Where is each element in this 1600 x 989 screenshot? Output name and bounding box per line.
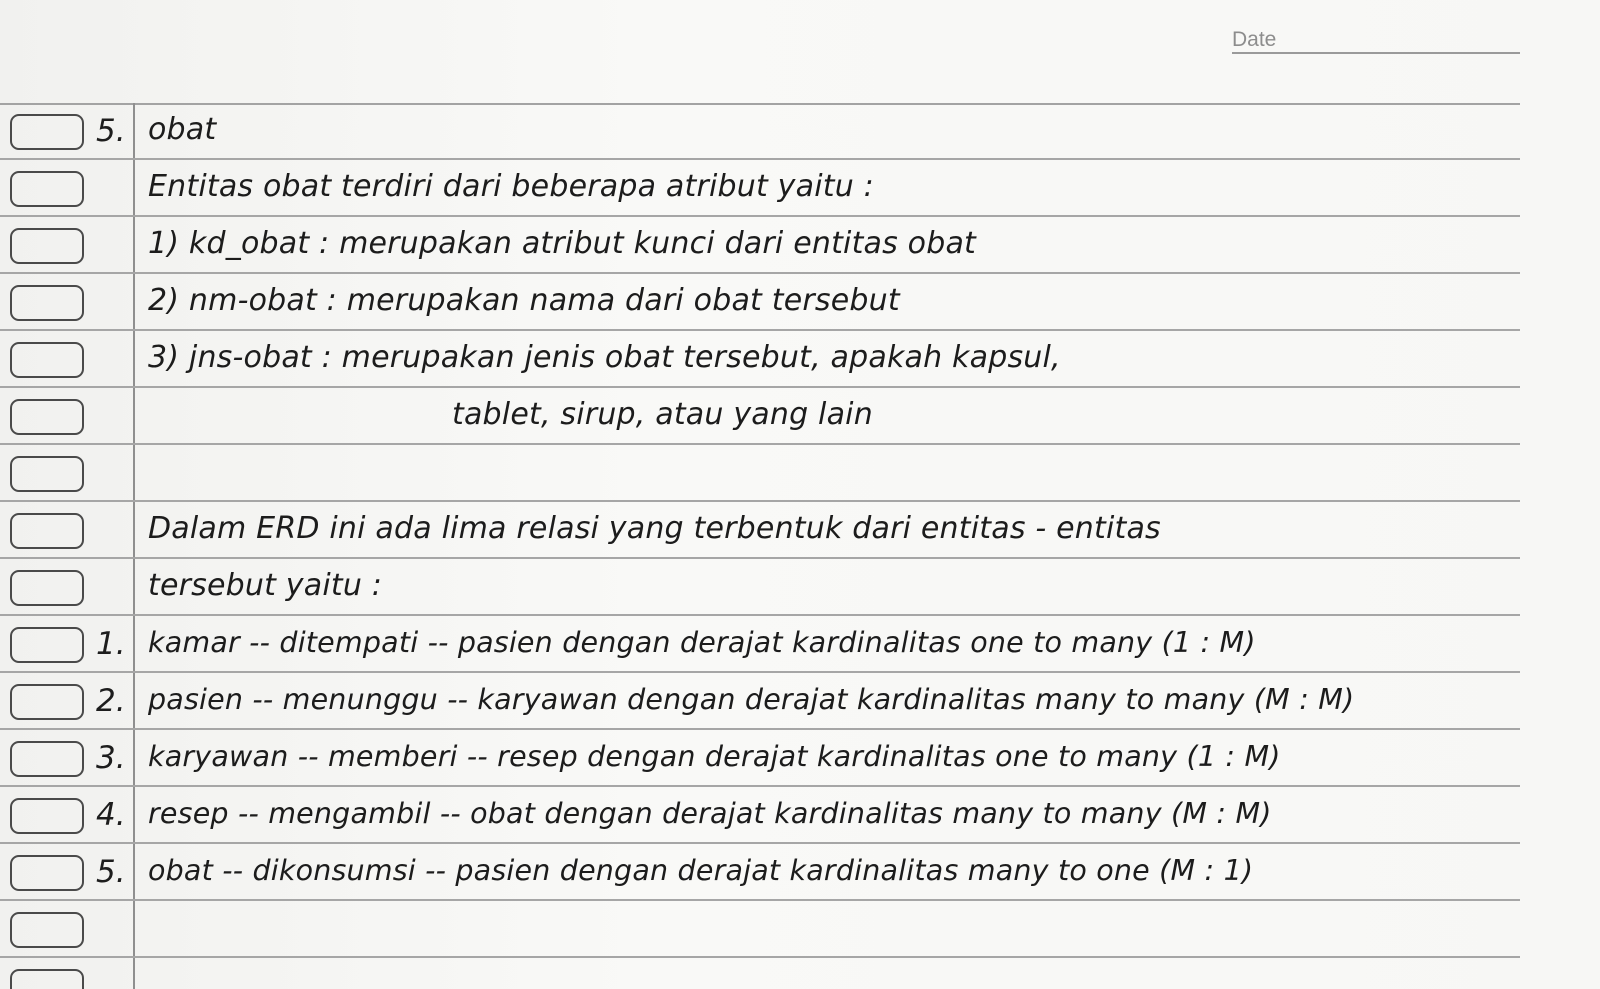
date-line bbox=[1232, 52, 1520, 54]
date-label: Date bbox=[1232, 28, 1277, 51]
line-row bbox=[0, 616, 1520, 673]
line-number: 4. bbox=[96, 797, 126, 833]
checkbox[interactable] bbox=[10, 570, 84, 606]
line-text: tablet, sirup, atau yang lain bbox=[452, 397, 873, 432]
line-text: karyawan -- memberi -- resep dengan derajat kardinalitas one to many (1 : M) bbox=[148, 740, 1281, 773]
checkbox[interactable] bbox=[10, 855, 84, 891]
line-row bbox=[0, 901, 1520, 958]
line-row bbox=[0, 331, 1520, 388]
line-row bbox=[0, 103, 1520, 160]
line-row bbox=[0, 844, 1520, 901]
line-row bbox=[0, 787, 1520, 844]
line-number: 1. bbox=[96, 626, 126, 662]
checkbox[interactable] bbox=[10, 285, 84, 321]
checkbox[interactable] bbox=[10, 798, 84, 834]
checkbox[interactable] bbox=[10, 114, 84, 150]
line-row bbox=[0, 673, 1520, 730]
line-text: pasien -- menunggu -- karyawan dengan derajat kardinalitas many to many (M : M) bbox=[148, 683, 1355, 716]
line-row bbox=[0, 502, 1520, 559]
line-text: 2) nm-obat : merupakan nama dari obat tersebut bbox=[148, 283, 900, 318]
checkbox[interactable] bbox=[10, 627, 84, 663]
line-row bbox=[0, 730, 1520, 787]
line-text: 3) jns-obat : merupakan jenis obat tersebut, apakah kapsul, bbox=[148, 340, 1061, 375]
checkbox[interactable] bbox=[10, 684, 84, 720]
checkbox[interactable] bbox=[10, 912, 84, 948]
checkbox[interactable] bbox=[10, 399, 84, 435]
line-number: 5. bbox=[96, 854, 126, 890]
checkbox[interactable] bbox=[10, 513, 84, 549]
line-row bbox=[0, 388, 1520, 445]
checkbox[interactable] bbox=[10, 456, 84, 492]
checkbox[interactable] bbox=[10, 228, 84, 264]
line-text: 1) kd_obat : merupakan atribut kunci dari entitas obat bbox=[148, 226, 977, 261]
line-row bbox=[0, 217, 1520, 274]
line-text: obat -- dikonsumsi -- pasien dengan derajat kardinalitas many to one (M : 1) bbox=[148, 854, 1254, 887]
checkbox[interactable] bbox=[10, 741, 84, 777]
line-number: 5. bbox=[96, 113, 126, 149]
line-text: kamar -- ditempati -- pasien dengan derajat kardinalitas one to many (1 : M) bbox=[148, 626, 1256, 659]
line-number: 2. bbox=[96, 683, 126, 719]
line-row bbox=[0, 958, 1520, 989]
line-text: Dalam ERD ini ada lima relasi yang terbentuk dari entitas - entitas bbox=[148, 511, 1161, 546]
checkbox[interactable] bbox=[10, 342, 84, 378]
line-row bbox=[0, 445, 1520, 502]
line-text: tersebut yaitu : bbox=[148, 568, 383, 603]
checkbox[interactable] bbox=[10, 171, 84, 207]
line-number: 3. bbox=[96, 740, 126, 776]
line-text: obat bbox=[148, 112, 217, 147]
checkbox[interactable] bbox=[10, 969, 84, 989]
ruled-lines bbox=[0, 103, 1600, 989]
line-row bbox=[0, 274, 1520, 331]
line-row bbox=[0, 559, 1520, 616]
line-text: resep -- mengambil -- obat dengan derajat kardinalitas many to many (M : M) bbox=[148, 797, 1272, 830]
line-text: Entitas obat terdiri dari beberapa atribut yaitu : bbox=[148, 169, 874, 204]
line-row bbox=[0, 160, 1520, 217]
